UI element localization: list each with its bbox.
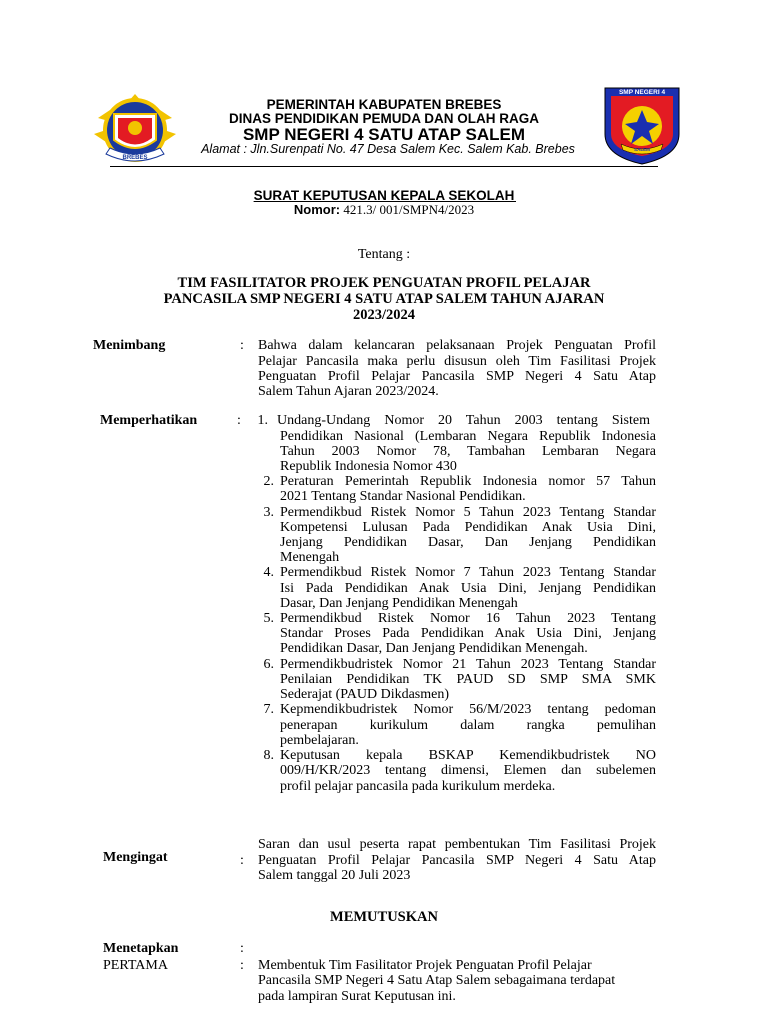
- nomor-label: Nomor:: [293, 202, 341, 217]
- pertama-label: PERTAMA: [103, 958, 168, 973]
- item-line: profil pelajar pancasila pada kurikulum merdeka.: [280, 779, 556, 794]
- item-line: Standar Proses Pada Pendidikan Anak Usia Dini, Jenjang: [280, 626, 656, 641]
- decree-number-underline: [268, 201, 516, 202]
- item-line: Penilaian Pendidikan TK PAUD SD SMP SMA SMK: [280, 672, 656, 687]
- mengingat-line: Penguatan Profil Pelajar Pancasila SMP Negeri 4 Satu Atap: [258, 853, 656, 868]
- item-line: Republik Indonesia Nomor 430: [280, 459, 457, 474]
- right-logo-text: SMP NEGERI 4: [618, 89, 666, 96]
- menimbang-line: Bahwa dalam kelancaran pelaksanaan Projek Penguatan Profil: [258, 338, 656, 353]
- item-line: Kompetensi Lulusan Pada Pendidikan Anak Usia Dini,: [280, 520, 656, 535]
- item-number: 4.: [263, 565, 274, 580]
- header-rule: [110, 166, 658, 167]
- item-line: Keputusan kepala BSKAP Kemendikbudristek NO: [280, 748, 656, 763]
- item-line: 009/H/KR/2023 tentang dimensi, Elemen dan subelemen: [280, 763, 656, 778]
- item-number: 6.: [263, 657, 274, 672]
- item-number: 3.: [263, 505, 274, 520]
- item-line: 2021 Tentang Standar Nasional Pendidikan.: [280, 489, 526, 504]
- pertama-line: pada lampiran Surat Keputusan ini.: [258, 989, 456, 1004]
- menimbang-line: Pelajar Pancasila maka perlu disusun oleh Tim Fasilitasi Projek: [258, 354, 656, 369]
- menimbang-line: Penguatan Profil Pelajar Pancasila SMP Negeri 4 Satu Atap: [258, 369, 656, 384]
- pertama-colon: :: [240, 958, 244, 973]
- item-number: 7.: [263, 702, 274, 717]
- letterhead-line2: DINAS PENDIDIKAN PEMUDA DAN OLAH RAGA: [228, 111, 539, 126]
- item-line: Pendidikan Dasar, Dan Jenjang Pendidikan Menengah.: [280, 641, 588, 656]
- menimbang-label: Menimbang: [93, 338, 166, 353]
- item-line: Jenjang Pendidikan Dasar, Dan Jenjang Pendidikan: [280, 535, 656, 550]
- item-line: pembelajaran.: [280, 733, 359, 748]
- menetapkan-colon: :: [240, 941, 244, 956]
- tentang-label: Tentang :: [357, 247, 411, 262]
- item-line: Pendidikan Nasional (Lembaran Negara Republik Indonesia: [280, 429, 656, 444]
- subject-line-2: PANCASILA SMP NEGERI 4 SATU ATAP SALEM TAHUN AJARAN: [163, 291, 605, 307]
- item-line: Menengah: [280, 550, 340, 565]
- decree-heading: SURAT KEPUTUSAN KEPALA SEKOLAH: [253, 188, 515, 203]
- item-line: Kepmendikbudristek Nomor 56/M/2023 tentang pedoman: [280, 702, 656, 717]
- item-number: 2.: [263, 474, 274, 489]
- mengingat-line: Salem tanggal 20 Juli 2023: [258, 868, 411, 883]
- letterhead-school-name: SMP NEGERI 4 SATU ATAP SALEM: [242, 125, 526, 144]
- memperhatikan-colon: :: [237, 413, 241, 428]
- subject-line-1: TIM FASILITATOR PROJEK PENGUATAN PROFIL PELAJAR: [177, 275, 591, 291]
- item-number: 1.: [257, 413, 268, 428]
- item-line: Permendikbud Ristek Nomor 7 Tahun 2023 Tentang Standar: [280, 565, 656, 580]
- letterhead-line1: PEMERINTAH KABUPATEN BREBES: [266, 97, 502, 112]
- right-logo-bottom-text: SALEM: [634, 147, 650, 152]
- memutuskan-heading: MEMUTUSKAN: [330, 909, 438, 925]
- item-line: penerapan kurikulum dalam rangka pemulihan: [280, 718, 656, 733]
- item-line: Undang-Undang Nomor 20 Tahun 2003 tentang Sistem: [277, 413, 650, 428]
- menimbang-colon: :: [240, 338, 244, 353]
- item-line: Dasar, Dan Jenjang Pendidikan Menengah: [280, 596, 518, 611]
- subject-line-3: 2023/2024: [352, 307, 416, 323]
- mengingat-colon: :: [240, 853, 244, 868]
- pertama-line: Pancasila SMP Negeri 4 Satu Atap Salem sebagaimana terdapat: [258, 973, 616, 988]
- item-line: Sederajat (PAUD Dikdasmen): [280, 687, 450, 702]
- mengingat-label: Mengingat: [103, 850, 168, 865]
- memperhatikan-label: Memperhatikan: [100, 413, 198, 428]
- item-line: Isi Pada Pendidikan Anak Usia Dini, Jenjang Pendidikan: [280, 581, 656, 596]
- item-number: 8.: [263, 748, 274, 763]
- pertama-line: Membentuk Tim Fasilitator Projek Penguatan Profil Pelajar: [258, 958, 592, 973]
- decree-number: [0, 202, 768, 218]
- menetapkan-label: Menetapkan: [103, 941, 179, 956]
- mengingat-line: Saran dan usul peserta rapat pembentukan Tim Fasilitasi Projek: [258, 837, 656, 852]
- left-logo-text: BREBES: [122, 155, 148, 161]
- item-line: Tahun 2003 Nomor 78, Tambahan Lembaran Negara: [280, 444, 656, 459]
- menimbang-line: Salem Tahun Ajaran 2023/2024.: [258, 384, 439, 399]
- item-number: 5.: [263, 611, 274, 626]
- item-line: Permendikbudristek Nomor 21 Tahun 2023 Tentang Standar: [280, 657, 656, 672]
- nomor-value: 421.3/ 001/SMPN4/2023: [340, 202, 475, 217]
- item-line: Permendikbud Ristek Nomor 5 Tahun 2023 Tentang Standar: [280, 505, 656, 520]
- item-line: Peraturan Pemerintah Republik Indonesia nomor 57 Tahun: [280, 474, 656, 489]
- letterhead-address: Alamat : Jln.Surenpati No. 47 Desa Salem Kec. Salem Kab. Brebes: [201, 142, 575, 156]
- item-line: Permendikbud Ristek Nomor 16 Tahun 2023 Tentang: [280, 611, 656, 626]
